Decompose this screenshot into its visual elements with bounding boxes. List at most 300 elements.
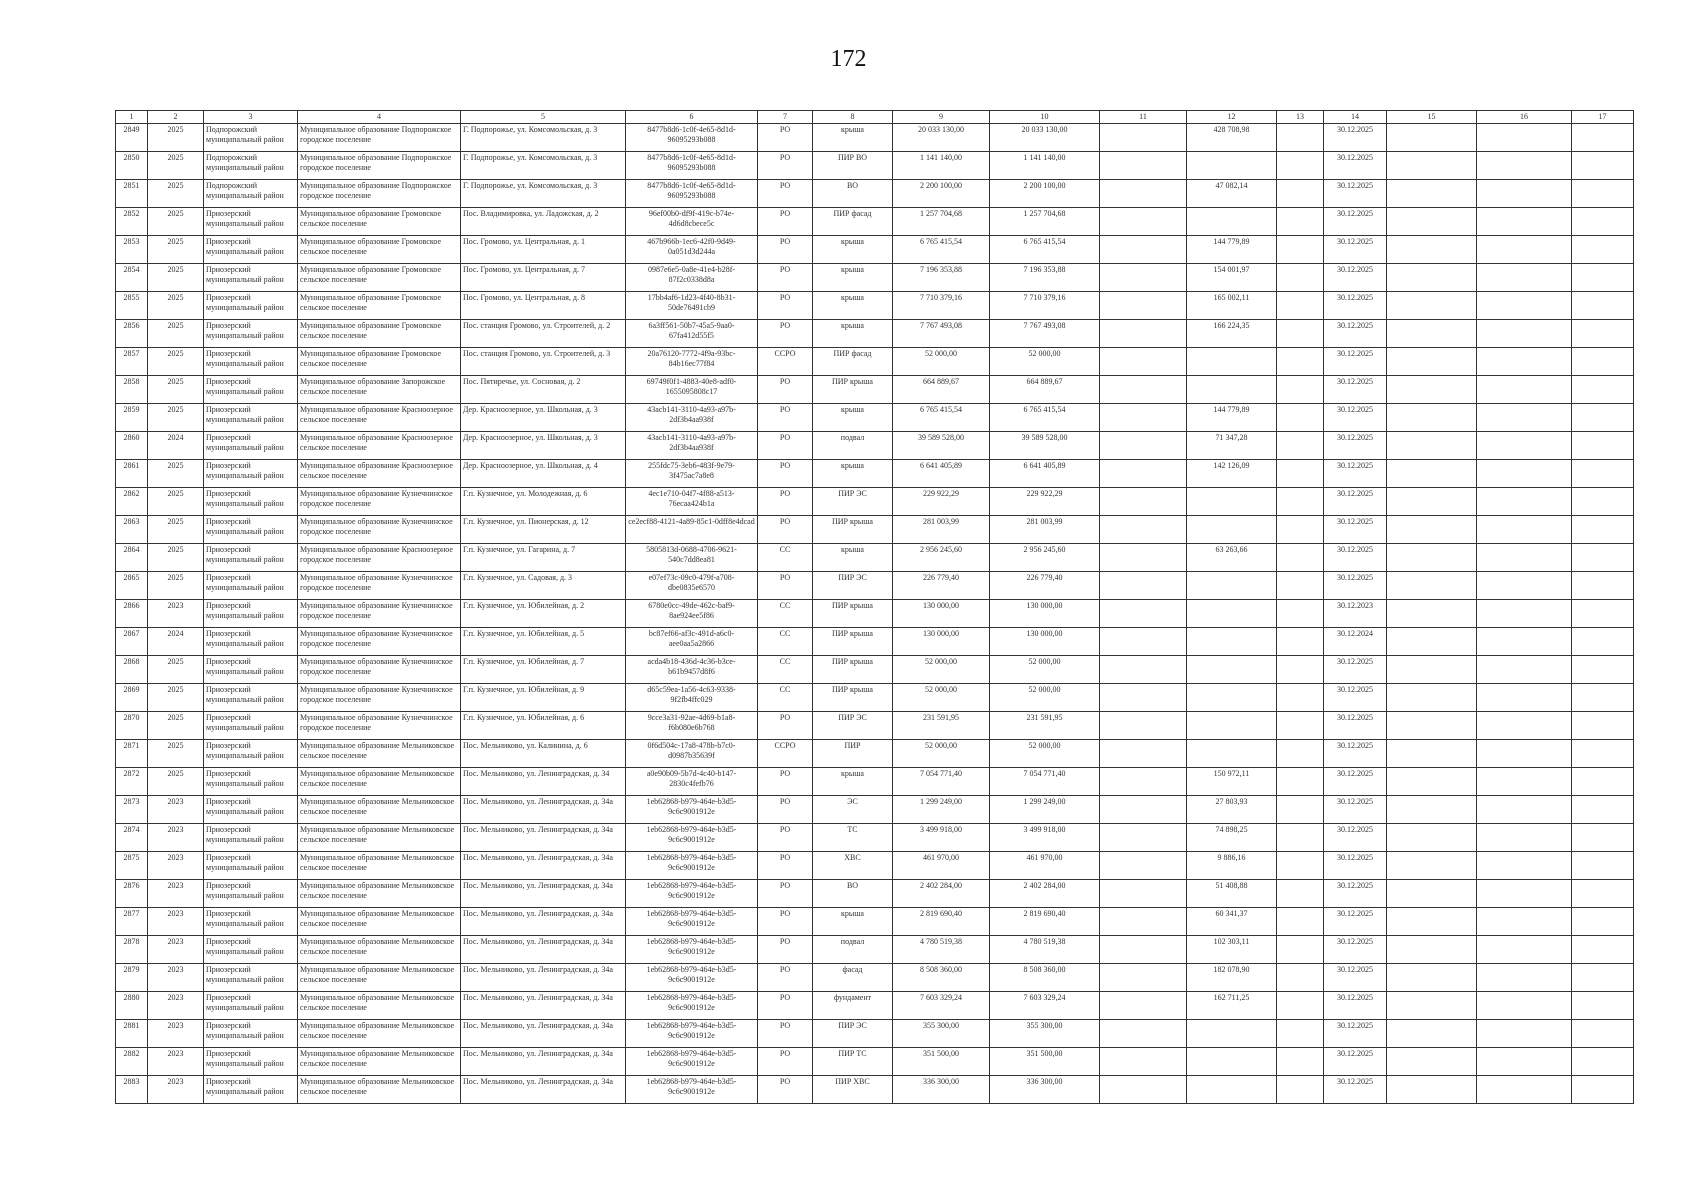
column-number: 11 <box>1100 111 1187 124</box>
table-cell-col-7: СС <box>758 544 813 572</box>
table-cell-col-8: крыша <box>813 404 893 432</box>
table-cell-col-8: ПИР фасад <box>813 208 893 236</box>
table-cell-col-7: РО <box>758 292 813 320</box>
table-cell-col-7: РО <box>758 264 813 292</box>
table-cell-col-8: ПИР фасад <box>813 348 893 376</box>
table-cell-col-16 <box>1477 376 1572 404</box>
table-cell-col-11 <box>1100 516 1187 544</box>
table-cell-col-9: 351 500,00 <box>893 1048 990 1076</box>
table-cell-col-11 <box>1100 936 1187 964</box>
table-cell-col-15 <box>1387 852 1477 880</box>
table-cell-col-12: 144 779,89 <box>1187 404 1277 432</box>
table-cell-col-13 <box>1277 796 1324 824</box>
table-cell-col-15 <box>1387 572 1477 600</box>
table-cell-col-13 <box>1277 628 1324 656</box>
table-cell-col-14: 30.12.2025 <box>1324 236 1387 264</box>
table-cell-col-5: Пос. Громово, ул. Центральная, д. 1 <box>461 236 626 264</box>
table-cell-col-13 <box>1277 432 1324 460</box>
table-cell-col-6: 1eb62868-b979-464e-b3d5-9c6c9001912e <box>626 796 758 824</box>
table-cell-col-1: 2868 <box>116 656 148 684</box>
table-cell-col-8: ПИР ХВС <box>813 1076 893 1104</box>
table-cell-col-8: ПИР крыша <box>813 684 893 712</box>
table-cell-col-17 <box>1572 404 1634 432</box>
table-cell-col-11 <box>1100 628 1187 656</box>
table-cell-col-6: d65c59ea-1a56-4c63-9338-9f2fb4ffc029 <box>626 684 758 712</box>
table-cell-col-17 <box>1572 264 1634 292</box>
table-cell-col-15 <box>1387 600 1477 628</box>
table-cell-col-5: Пос. Мельниково, ул. Ленинградская, д. 34а <box>461 1020 626 1048</box>
table-cell-col-2: 2025 <box>148 768 204 796</box>
table-cell-col-15 <box>1387 1076 1477 1104</box>
table-cell-col-8: ПИР крыша <box>813 656 893 684</box>
table-cell-col-4: Муниципальное образование Красноозерное сельское поселение <box>298 432 461 460</box>
table-cell-col-5: Г.п. Кузнечное, ул. Пионерская, д. 12 <box>461 516 626 544</box>
table-cell-col-10: 231 591,95 <box>990 712 1100 740</box>
table-cell-col-3: Приозерский муниципальный район <box>204 712 298 740</box>
table-cell-col-12: 144 779,89 <box>1187 236 1277 264</box>
table-cell-col-9: 2 819 690,40 <box>893 908 990 936</box>
table-cell-col-13 <box>1277 908 1324 936</box>
table-cell-col-10: 7 603 329,24 <box>990 992 1100 1020</box>
table-cell-col-16 <box>1477 740 1572 768</box>
table-cell-col-1: 2883 <box>116 1076 148 1104</box>
column-number: 14 <box>1324 111 1387 124</box>
table-cell-col-7: РО <box>758 124 813 152</box>
table-cell-col-1: 2851 <box>116 180 148 208</box>
table-cell-col-16 <box>1477 628 1572 656</box>
table-cell-col-1: 2866 <box>116 600 148 628</box>
table-cell-col-3: Приозерский муниципальный район <box>204 236 298 264</box>
table-cell-col-12 <box>1187 488 1277 516</box>
table-cell-col-6: 8477b8d6-1c0f-4e65-8d1d-96095293b088 <box>626 152 758 180</box>
table-cell-col-3: Приозерский муниципальный район <box>204 1048 298 1076</box>
table-cell-col-16 <box>1477 880 1572 908</box>
table-cell-col-13 <box>1277 376 1324 404</box>
table-row <box>116 992 1634 1020</box>
table-cell-col-9: 7 054 771,40 <box>893 768 990 796</box>
table-cell-col-4: Муниципальное образование Громовское сельское поселение <box>298 292 461 320</box>
column-number: 17 <box>1572 111 1634 124</box>
table-cell-col-13 <box>1277 712 1324 740</box>
table-cell-col-13 <box>1277 152 1324 180</box>
table-cell-col-5: Г.п. Кузнечное, ул. Юбилейная, д. 9 <box>461 684 626 712</box>
table-row <box>116 880 1634 908</box>
table-cell-col-5: Пос. Мельниково, ул. Ленинградская, д. 34а <box>461 796 626 824</box>
table-cell-col-3: Приозерский муниципальный район <box>204 488 298 516</box>
table-cell-col-9: 6 641 405,89 <box>893 460 990 488</box>
table-cell-col-4: Муниципальное образование Подпорожское городское поселение <box>298 124 461 152</box>
table-cell-col-4: Муниципальное образование Подпорожское городское поселение <box>298 152 461 180</box>
table-cell-col-10: 20 033 130,00 <box>990 124 1100 152</box>
table-cell-col-13 <box>1277 124 1324 152</box>
table-cell-col-15 <box>1387 404 1477 432</box>
table-cell-col-2: 2023 <box>148 992 204 1020</box>
table-cell-col-2: 2023 <box>148 1020 204 1048</box>
table-row <box>116 852 1634 880</box>
table-cell-col-9: 6 765 415,54 <box>893 404 990 432</box>
table-cell-col-2: 2025 <box>148 292 204 320</box>
table-cell-col-16 <box>1477 964 1572 992</box>
table-cell-col-1: 2852 <box>116 208 148 236</box>
table-cell-col-11 <box>1100 908 1187 936</box>
table-cell-col-6: 1eb62868-b979-464e-b3d5-9c6c9001912e <box>626 880 758 908</box>
table-row <box>116 824 1634 852</box>
table-cell-col-13 <box>1277 964 1324 992</box>
table-cell-col-11 <box>1100 824 1187 852</box>
table-cell-col-3: Приозерский муниципальный район <box>204 880 298 908</box>
table-cell-col-7: РО <box>758 180 813 208</box>
table-cell-col-2: 2023 <box>148 964 204 992</box>
table-cell-col-10: 2 956 245,60 <box>990 544 1100 572</box>
table-cell-col-17 <box>1572 880 1634 908</box>
table-cell-col-2: 2025 <box>148 320 204 348</box>
table-cell-col-12 <box>1187 600 1277 628</box>
table-row <box>116 796 1634 824</box>
table-cell-col-4: Муниципальное образование Мельниковское сельское поселение <box>298 908 461 936</box>
table-cell-col-1: 2867 <box>116 628 148 656</box>
table-cell-col-6: 1eb62868-b979-464e-b3d5-9c6c9001912e <box>626 992 758 1020</box>
table-cell-col-12 <box>1187 1048 1277 1076</box>
table-cell-col-6: e07ef73c-09c0-479f-a708-dbe0835e6570 <box>626 572 758 600</box>
table-cell-col-10: 39 589 528,00 <box>990 432 1100 460</box>
table-row <box>116 768 1634 796</box>
table-cell-col-12 <box>1187 740 1277 768</box>
table-cell-col-7: СС <box>758 684 813 712</box>
table-cell-col-3: Приозерский муниципальный район <box>204 656 298 684</box>
table-cell-col-5: Г.п. Кузнечное, ул. Юбилейная, д. 7 <box>461 656 626 684</box>
table-cell-col-7: РО <box>758 908 813 936</box>
table-cell-col-9: 52 000,00 <box>893 348 990 376</box>
table-cell-col-8: ХВС <box>813 852 893 880</box>
table-cell-col-11 <box>1100 600 1187 628</box>
table-cell-col-9: 52 000,00 <box>893 684 990 712</box>
table-cell-col-13 <box>1277 572 1324 600</box>
table-cell-col-16 <box>1477 992 1572 1020</box>
table-cell-col-14: 30.12.2025 <box>1324 264 1387 292</box>
table-cell-col-14: 30.12.2025 <box>1324 684 1387 712</box>
table-cell-col-2: 2023 <box>148 936 204 964</box>
table-cell-col-14: 30.12.2025 <box>1324 1076 1387 1104</box>
table-cell-col-4: Муниципальное образование Кузнечнинское городское поселение <box>298 656 461 684</box>
table-cell-col-15 <box>1387 124 1477 152</box>
table-cell-col-15 <box>1387 1048 1477 1076</box>
table-cell-col-12 <box>1187 348 1277 376</box>
table-cell-col-7: РО <box>758 768 813 796</box>
table-cell-col-10: 2 200 100,00 <box>990 180 1100 208</box>
table-cell-col-16 <box>1477 124 1572 152</box>
table-row <box>116 208 1634 236</box>
table-cell-col-16 <box>1477 236 1572 264</box>
table-cell-col-4: Муниципальное образование Мельниковское сельское поселение <box>298 880 461 908</box>
table-cell-col-4: Муниципальное образование Кузнечнинское городское поселение <box>298 628 461 656</box>
table-cell-col-8: фасад <box>813 964 893 992</box>
table-cell-col-11 <box>1100 964 1187 992</box>
table-cell-col-17 <box>1572 152 1634 180</box>
column-number: 13 <box>1277 111 1324 124</box>
table-cell-col-8: ПИР ЭС <box>813 712 893 740</box>
table-row <box>116 264 1634 292</box>
table-cell-col-9: 1 299 249,00 <box>893 796 990 824</box>
table-cell-col-3: Приозерский муниципальный район <box>204 740 298 768</box>
table-cell-col-8: ПИР ТС <box>813 1048 893 1076</box>
table-cell-col-1: 2870 <box>116 712 148 740</box>
table-cell-col-6: bc87ef66-af3c-491d-a6c0-aee0aa5a2866 <box>626 628 758 656</box>
table-cell-col-12 <box>1187 516 1277 544</box>
table-cell-col-8: фундамент <box>813 992 893 1020</box>
table-cell-col-11 <box>1100 292 1187 320</box>
table-cell-col-14: 30.12.2025 <box>1324 180 1387 208</box>
table-cell-col-5: Пос. Мельниково, ул. Ленинградская, д. 34а <box>461 936 626 964</box>
table-cell-col-16 <box>1477 1076 1572 1104</box>
table-cell-col-1: 2855 <box>116 292 148 320</box>
table-cell-col-15 <box>1387 768 1477 796</box>
table-cell-col-3: Приозерский муниципальный район <box>204 852 298 880</box>
table-cell-col-15 <box>1387 152 1477 180</box>
table-cell-col-5: Пос. Мельниково, ул. Ленинградская, д. 34 <box>461 768 626 796</box>
table-cell-col-3: Приозерский муниципальный район <box>204 1076 298 1104</box>
table-cell-col-16 <box>1477 544 1572 572</box>
table-cell-col-14: 30.12.2025 <box>1324 908 1387 936</box>
table-cell-col-12: 150 972,11 <box>1187 768 1277 796</box>
table-cell-col-11 <box>1100 208 1187 236</box>
table-cell-col-15 <box>1387 488 1477 516</box>
table-cell-col-15 <box>1387 992 1477 1020</box>
table-cell-col-14: 30.12.2025 <box>1324 152 1387 180</box>
table-cell-col-14: 30.12.2025 <box>1324 488 1387 516</box>
table-cell-col-3: Приозерский муниципальный район <box>204 796 298 824</box>
table-cell-col-8: ПИР ЭС <box>813 488 893 516</box>
table-cell-col-2: 2025 <box>148 264 204 292</box>
table-cell-col-12 <box>1187 376 1277 404</box>
column-number: 5 <box>461 111 626 124</box>
table-cell-col-3: Приозерский муниципальный район <box>204 628 298 656</box>
table-cell-col-6: 6780e0cc-49de-462c-baf9-8ae924ee5f86 <box>626 600 758 628</box>
table-cell-col-9: 7 603 329,24 <box>893 992 990 1020</box>
table-cell-col-17 <box>1572 320 1634 348</box>
table-cell-col-8: крыша <box>813 320 893 348</box>
table-cell-col-6: a0e90b09-5b7d-4c40-b147-2830c4fefb76 <box>626 768 758 796</box>
table-cell-col-12 <box>1187 572 1277 600</box>
table-cell-col-5: Пос. Мельниково, ул. Ленинградская, д. 34а <box>461 992 626 1020</box>
table-cell-col-17 <box>1572 740 1634 768</box>
table-cell-col-10: 130 000,00 <box>990 628 1100 656</box>
table-cell-col-8: ПИР <box>813 740 893 768</box>
table-cell-col-17 <box>1572 572 1634 600</box>
table-cell-col-3: Приозерский муниципальный район <box>204 264 298 292</box>
table-cell-col-7: ССРО <box>758 348 813 376</box>
table-cell-col-6: 1eb62868-b979-464e-b3d5-9c6c9001912e <box>626 964 758 992</box>
column-number: 12 <box>1187 111 1277 124</box>
table-cell-col-10: 52 000,00 <box>990 740 1100 768</box>
table-cell-col-11 <box>1100 348 1187 376</box>
table-cell-col-10: 2 402 284,00 <box>990 880 1100 908</box>
table-cell-col-5: Пос. Мельниково, ул. Ленинградская, д. 34а <box>461 1048 626 1076</box>
table-cell-col-5: Пос. Мельниково, ул. Ленинградская, д. 34а <box>461 824 626 852</box>
table-cell-col-12: 162 711,25 <box>1187 992 1277 1020</box>
table-cell-col-1: 2858 <box>116 376 148 404</box>
table-cell-col-5: Пос. Мельниково, ул. Ленинградская, д. 34а <box>461 880 626 908</box>
table-cell-col-1: 2857 <box>116 348 148 376</box>
table-cell-col-10: 1 141 140,00 <box>990 152 1100 180</box>
table-cell-col-11 <box>1100 180 1187 208</box>
table-cell-col-13 <box>1277 488 1324 516</box>
table-cell-col-7: РО <box>758 796 813 824</box>
table-cell-col-16 <box>1477 516 1572 544</box>
table-row <box>116 1020 1634 1048</box>
column-number: 4 <box>298 111 461 124</box>
table-row <box>116 376 1634 404</box>
table-cell-col-13 <box>1277 180 1324 208</box>
column-number: 2 <box>148 111 204 124</box>
table-cell-col-6: 1eb62868-b979-464e-b3d5-9c6c9001912e <box>626 824 758 852</box>
table-cell-col-5: Пос. Пятиречье, ул. Сосновая, д. 2 <box>461 376 626 404</box>
table-cell-col-11 <box>1100 376 1187 404</box>
table-cell-col-11 <box>1100 488 1187 516</box>
table-cell-col-17 <box>1572 1048 1634 1076</box>
table-cell-col-9: 2 200 100,00 <box>893 180 990 208</box>
table-cell-col-6: ce2ecf88-4121-4a89-85c1-0dff8e4dcad <box>626 516 758 544</box>
table-cell-col-7: РО <box>758 936 813 964</box>
table-cell-col-17 <box>1572 908 1634 936</box>
table-cell-col-4: Муниципальное образование Кузнечнинское городское поселение <box>298 572 461 600</box>
table-cell-col-8: крыша <box>813 264 893 292</box>
table-cell-col-11 <box>1100 684 1187 712</box>
table-cell-col-17 <box>1572 824 1634 852</box>
table-cell-col-2: 2025 <box>148 544 204 572</box>
table-cell-col-7: РО <box>758 320 813 348</box>
table-cell-col-8: подвал <box>813 432 893 460</box>
column-number: 9 <box>893 111 990 124</box>
table-cell-col-4: Муниципальное образование Мельниковское сельское поселение <box>298 852 461 880</box>
table-cell-col-12 <box>1187 152 1277 180</box>
table-cell-col-16 <box>1477 768 1572 796</box>
table-cell-col-2: 2025 <box>148 684 204 712</box>
table-cell-col-15 <box>1387 432 1477 460</box>
table-row <box>116 712 1634 740</box>
table-cell-col-12: 71 347,28 <box>1187 432 1277 460</box>
table-cell-col-9: 664 889,67 <box>893 376 990 404</box>
table-cell-col-16 <box>1477 320 1572 348</box>
table-cell-col-4: Муниципальное образование Мельниковское сельское поселение <box>298 824 461 852</box>
table-cell-col-9: 7 767 493,08 <box>893 320 990 348</box>
table-cell-col-16 <box>1477 684 1572 712</box>
table-row <box>116 432 1634 460</box>
table-row <box>116 180 1634 208</box>
table-cell-col-5: Г.п. Кузнечное, ул. Юбилейная, д. 5 <box>461 628 626 656</box>
table-cell-col-2: 2025 <box>148 488 204 516</box>
table-cell-col-10: 1 257 704,68 <box>990 208 1100 236</box>
table-cell-col-14: 30.12.2023 <box>1324 600 1387 628</box>
table-cell-col-13 <box>1277 600 1324 628</box>
table-cell-col-16 <box>1477 1020 1572 1048</box>
table-cell-col-9: 3 499 918,00 <box>893 824 990 852</box>
table-cell-col-11 <box>1100 768 1187 796</box>
table-cell-col-10: 226 779,40 <box>990 572 1100 600</box>
table-cell-col-3: Подпорожский муниципальный район <box>204 124 298 152</box>
table-cell-col-17 <box>1572 656 1634 684</box>
table-cell-col-10: 6 765 415,54 <box>990 236 1100 264</box>
table-cell-col-8: ПИР крыша <box>813 628 893 656</box>
table-cell-col-1: 2881 <box>116 1020 148 1048</box>
table-cell-col-1: 2878 <box>116 936 148 964</box>
table-cell-col-9: 7 710 379,16 <box>893 292 990 320</box>
table-cell-col-10: 7 054 771,40 <box>990 768 1100 796</box>
table-cell-col-15 <box>1387 516 1477 544</box>
table-cell-col-12: 182 078,90 <box>1187 964 1277 992</box>
table-cell-col-6: 1eb62868-b979-464e-b3d5-9c6c9001912e <box>626 1076 758 1104</box>
table-cell-col-13 <box>1277 992 1324 1020</box>
table-cell-col-16 <box>1477 488 1572 516</box>
table-cell-col-14: 30.12.2025 <box>1324 796 1387 824</box>
table-cell-col-3: Приозерский муниципальный район <box>204 572 298 600</box>
table-cell-col-15 <box>1387 908 1477 936</box>
table-cell-col-16 <box>1477 572 1572 600</box>
table-cell-col-17 <box>1572 376 1634 404</box>
table-cell-col-2: 2024 <box>148 628 204 656</box>
table-cell-col-6: 17bb4af6-1d23-4f40-8b31-50de76491cb9 <box>626 292 758 320</box>
table-cell-col-5: Пос. станция Громово, ул. Строителей, д. 3 <box>461 348 626 376</box>
table-cell-col-15 <box>1387 264 1477 292</box>
table-cell-col-7: РО <box>758 1076 813 1104</box>
table-cell-col-16 <box>1477 152 1572 180</box>
table-cell-col-1: 2860 <box>116 432 148 460</box>
table-row <box>116 600 1634 628</box>
table-cell-col-14: 30.12.2025 <box>1324 740 1387 768</box>
table-cell-col-6: 467b966b-1ec6-42f0-9d49-0a051d3d244a <box>626 236 758 264</box>
table-cell-col-3: Приозерский муниципальный район <box>204 348 298 376</box>
table-row <box>116 236 1634 264</box>
table-cell-col-8: ЭС <box>813 796 893 824</box>
table-cell-col-12: 166 224,35 <box>1187 320 1277 348</box>
table-cell-col-12: 165 002,11 <box>1187 292 1277 320</box>
table-cell-col-1: 2864 <box>116 544 148 572</box>
table-cell-col-14: 30.12.2025 <box>1324 992 1387 1020</box>
table-cell-col-16 <box>1477 936 1572 964</box>
table-cell-col-2: 2025 <box>148 516 204 544</box>
table-cell-col-6: 20a76120-7772-4f9a-93bc-84b16ec77f84 <box>626 348 758 376</box>
table-cell-col-7: РО <box>758 824 813 852</box>
table-cell-col-9: 52 000,00 <box>893 740 990 768</box>
table-cell-col-17 <box>1572 684 1634 712</box>
table-cell-col-16 <box>1477 292 1572 320</box>
table-cell-col-3: Приозерский муниципальный район <box>204 544 298 572</box>
table-cell-col-6: acda4b18-436d-4c36-b3ce-b61b9457d8f6 <box>626 656 758 684</box>
table-cell-col-9: 336 300,00 <box>893 1076 990 1104</box>
table-cell-col-4: Муниципальное образование Громовское сельское поселение <box>298 320 461 348</box>
table-cell-col-11 <box>1100 1076 1187 1104</box>
table-cell-col-11 <box>1100 572 1187 600</box>
table-cell-col-1: 2853 <box>116 236 148 264</box>
table-cell-col-8: крыша <box>813 460 893 488</box>
table-cell-col-7: РО <box>758 1048 813 1076</box>
table-row <box>116 908 1634 936</box>
table-cell-col-6: 4ec1e710-04f7-4f88-a513-76ecaa424b1a <box>626 488 758 516</box>
table-cell-col-17 <box>1572 124 1634 152</box>
table-cell-col-14: 30.12.2025 <box>1324 460 1387 488</box>
table-cell-col-15 <box>1387 628 1477 656</box>
table-cell-col-15 <box>1387 292 1477 320</box>
column-number: 1 <box>116 111 148 124</box>
table-cell-col-12: 63 263,66 <box>1187 544 1277 572</box>
table-cell-col-9: 1 141 140,00 <box>893 152 990 180</box>
table-cell-col-1: 2874 <box>116 824 148 852</box>
table-cell-col-15 <box>1387 712 1477 740</box>
table-cell-col-16 <box>1477 348 1572 376</box>
table-cell-col-5: Г. Подпорожье, ул. Комсомольская, д. 3 <box>461 124 626 152</box>
table-cell-col-1: 2880 <box>116 992 148 1020</box>
table-cell-col-4: Муниципальное образование Мельниковское сельское поселение <box>298 796 461 824</box>
table-row <box>116 516 1634 544</box>
